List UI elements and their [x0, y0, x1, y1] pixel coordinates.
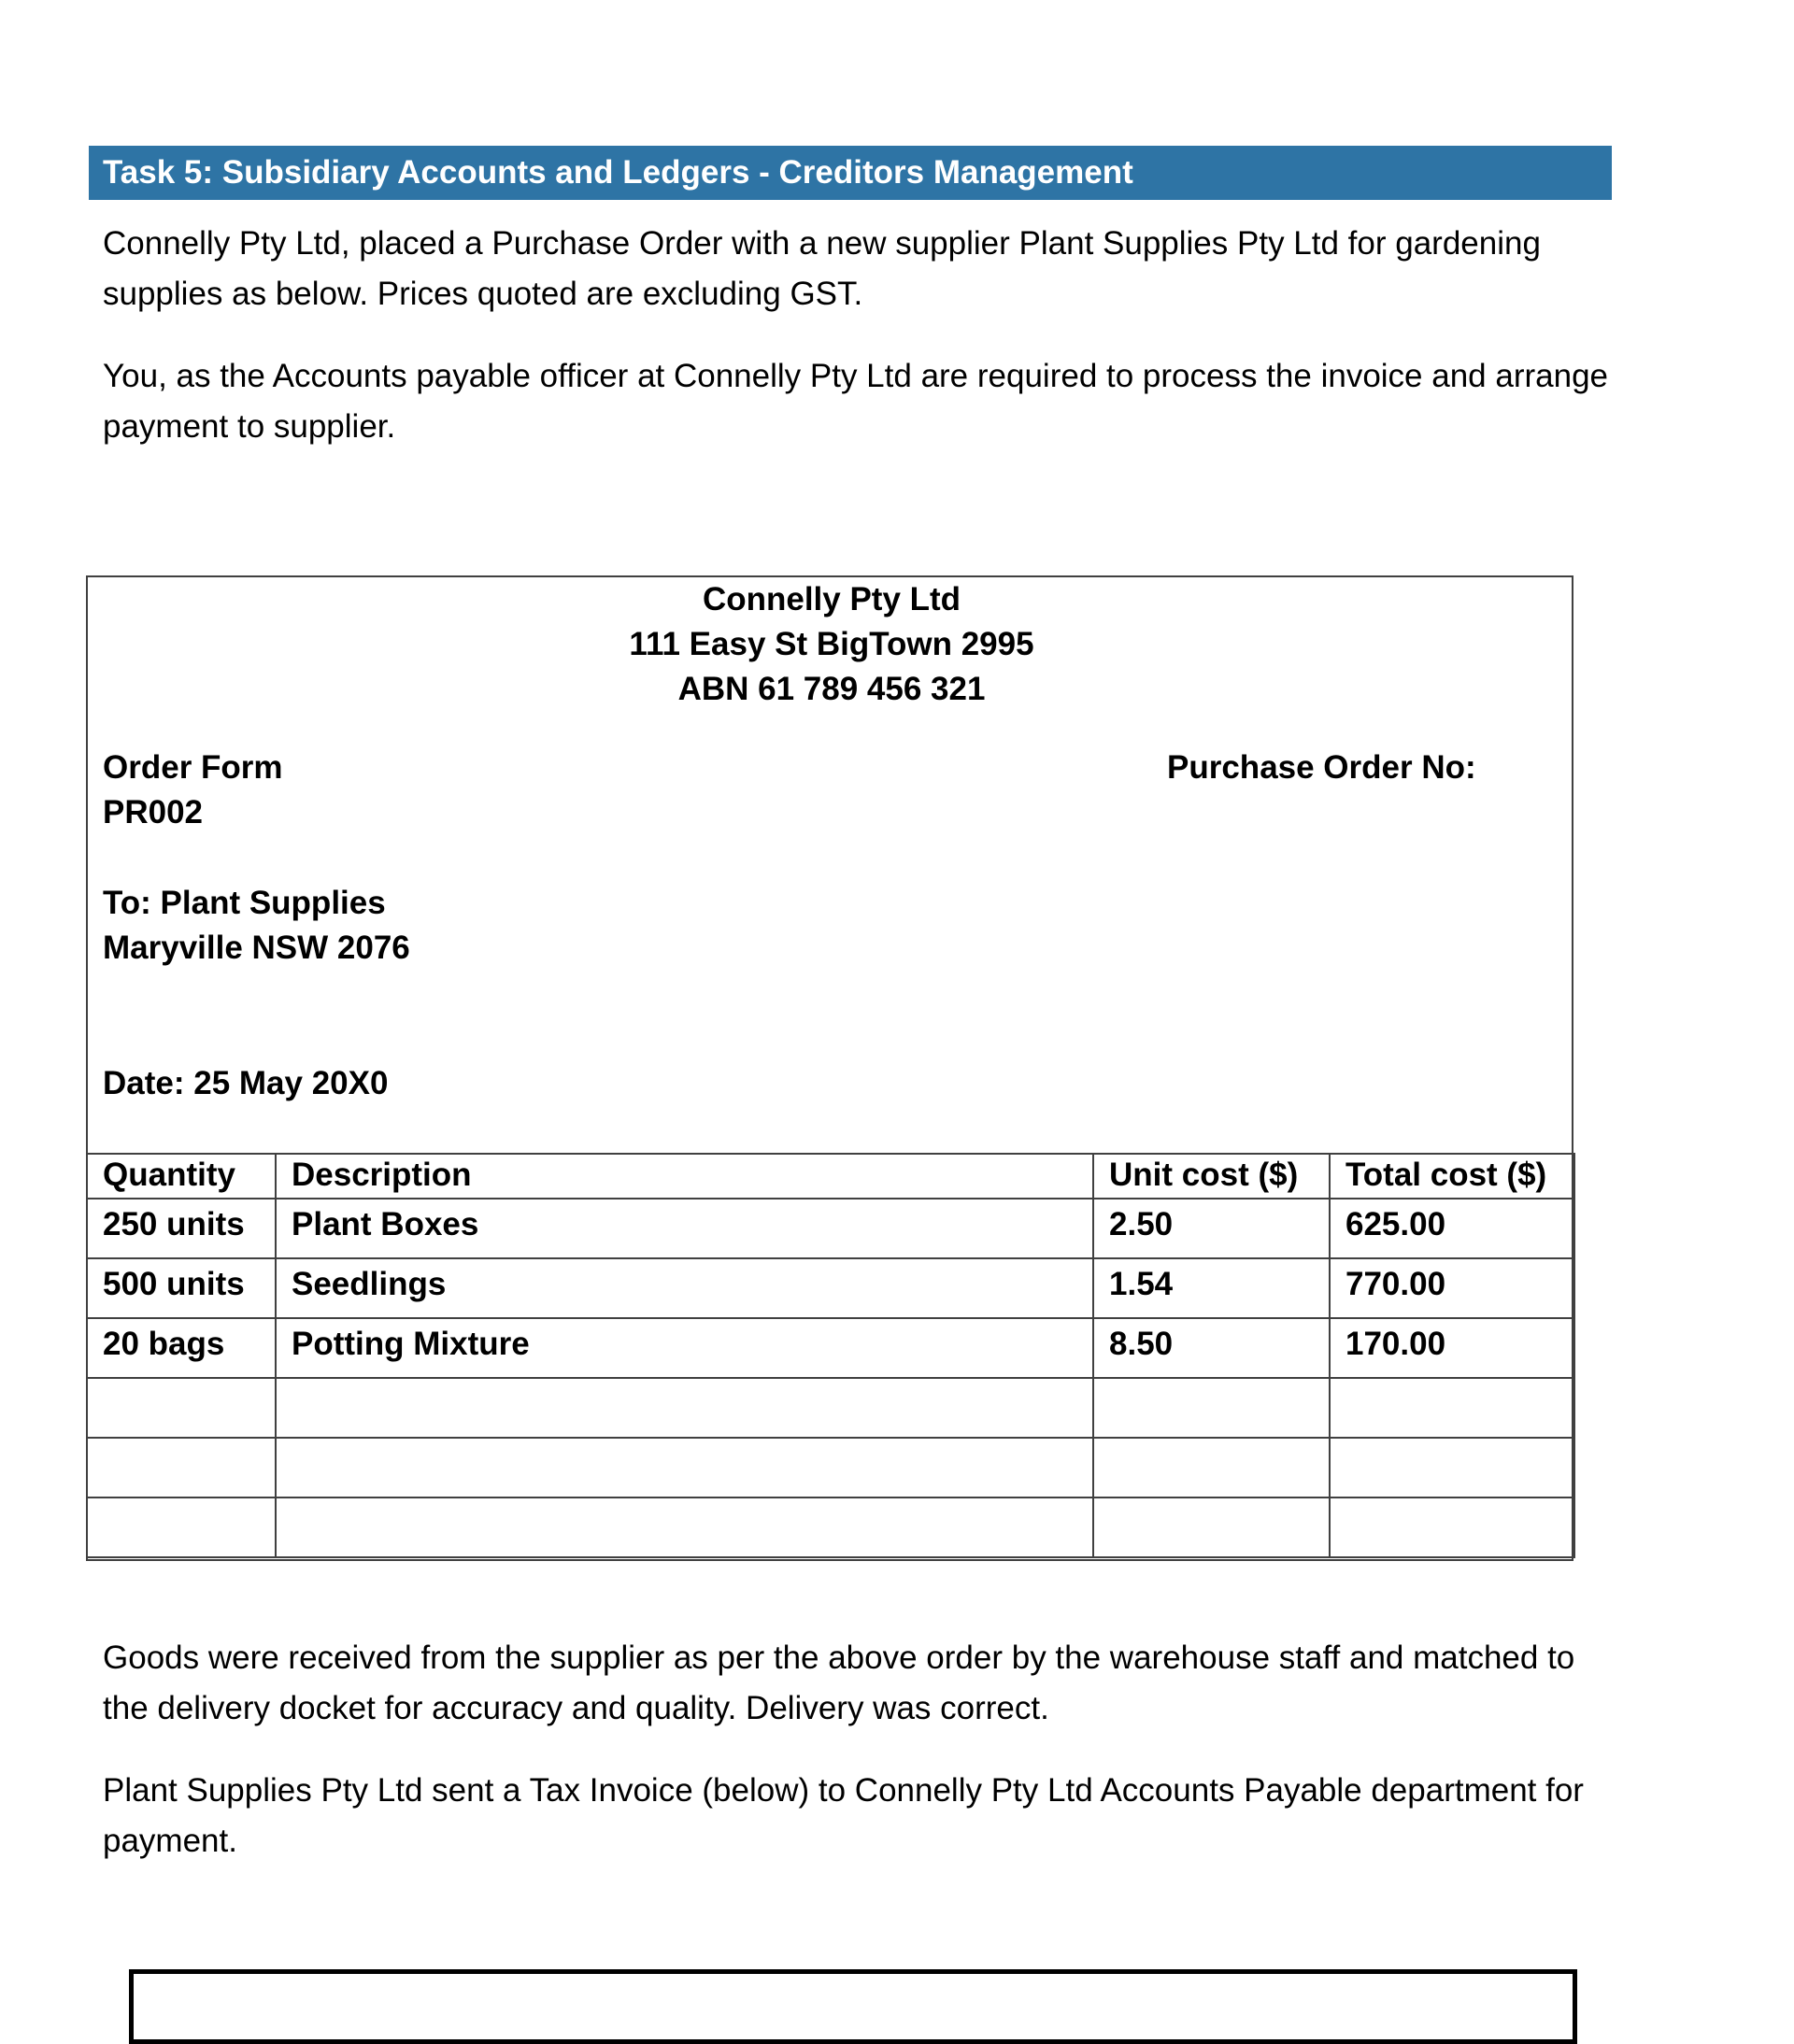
- company-address: 111 Easy St BigTown 2995: [629, 626, 1034, 662]
- quantity-cell: [87, 1378, 276, 1438]
- unit-cost-cell: 2.50: [1093, 1199, 1330, 1258]
- table-row-empty: [87, 1378, 1574, 1438]
- description-cell: Potting Mixture: [276, 1318, 1093, 1378]
- task-header: Task 5: Subsidiary Accounts and Ledgers - Creditors Management: [89, 146, 1612, 200]
- recipient-name: To: Plant Supplies: [103, 885, 386, 921]
- column-header-total-cost: Total cost ($): [1330, 1154, 1574, 1199]
- order-number: PR002: [103, 794, 204, 830]
- delivery-paragraph: Goods were received from the supplier as per the above order by the warehouse staff and matched to the delivery docket for accuracy and quality. Delivery was correct.: [103, 1639, 1575, 1726]
- order-form-label: Order Form: [103, 749, 283, 786]
- order-date: Date: 25 May 20X0: [103, 1065, 389, 1101]
- purchase-order-form: [86, 575, 1573, 1561]
- table-row-empty: [87, 1498, 1574, 1557]
- total-cost-cell: [1330, 1498, 1574, 1557]
- intro-paragraph-2: You, as the Accounts payable officer at Connelly Pty Ltd are required to process the invoice and arrange payment to supplier.: [103, 358, 1609, 445]
- intro-paragraph-1: Connelly Pty Ltd, placed a Purchase Order with a new supplier Plant Supplies Pty Ltd for gardening supplies as below. Prices quoted are excluding GST.: [103, 225, 1541, 312]
- quantity-cell: 500 units: [87, 1258, 276, 1318]
- description-cell: [276, 1498, 1093, 1557]
- table-row: [87, 1318, 1574, 1378]
- unit-cost-cell: [1093, 1438, 1330, 1498]
- purchase-order-number-label: Purchase Order No:: [1167, 749, 1476, 786]
- invoice-paragraph: Plant Supplies Pty Ltd sent a Tax Invoice (below) to Connelly Pty Ltd Accounts Payable department for payment.: [103, 1772, 1584, 1859]
- description-cell: [276, 1378, 1093, 1438]
- unit-cost-cell: [1093, 1498, 1330, 1557]
- table-row: [87, 1258, 1574, 1318]
- description-cell: Seedlings: [276, 1258, 1093, 1318]
- table-row-empty: [87, 1438, 1574, 1498]
- recipient-address: Maryville NSW 2076: [103, 930, 410, 966]
- recipient-block: [103, 881, 410, 971]
- unit-cost-cell: 8.50: [1093, 1318, 1330, 1378]
- total-cost-cell: [1330, 1378, 1574, 1438]
- total-cost-cell: [1330, 1438, 1574, 1498]
- unit-cost-cell: [1093, 1378, 1330, 1438]
- column-header-unit-cost: Unit cost ($): [1093, 1154, 1330, 1199]
- order-form-block: [103, 745, 283, 835]
- table-header-row: [87, 1154, 1574, 1199]
- total-cost-cell: 770.00: [1330, 1258, 1574, 1318]
- order-items-table: [86, 1153, 1575, 1558]
- quantity-cell: [87, 1438, 276, 1498]
- table-row: [87, 1199, 1574, 1258]
- description-cell: Plant Boxes: [276, 1199, 1093, 1258]
- tax-invoice-box: [129, 1969, 1577, 2044]
- column-header-description: Description: [276, 1154, 1093, 1199]
- total-cost-cell: 170.00: [1330, 1318, 1574, 1378]
- unit-cost-cell: 1.54: [1093, 1258, 1330, 1318]
- company-abn: ABN 61 789 456 321: [677, 671, 986, 707]
- description-cell: [276, 1438, 1093, 1498]
- company-header: [88, 577, 1575, 712]
- quantity-cell: [87, 1498, 276, 1557]
- company-name: Connelly Pty Ltd: [702, 581, 961, 617]
- quantity-cell: 250 units: [87, 1199, 276, 1258]
- quantity-cell: 20 bags: [87, 1318, 276, 1378]
- column-header-quantity: Quantity: [87, 1154, 276, 1199]
- total-cost-cell: 625.00: [1330, 1199, 1574, 1258]
